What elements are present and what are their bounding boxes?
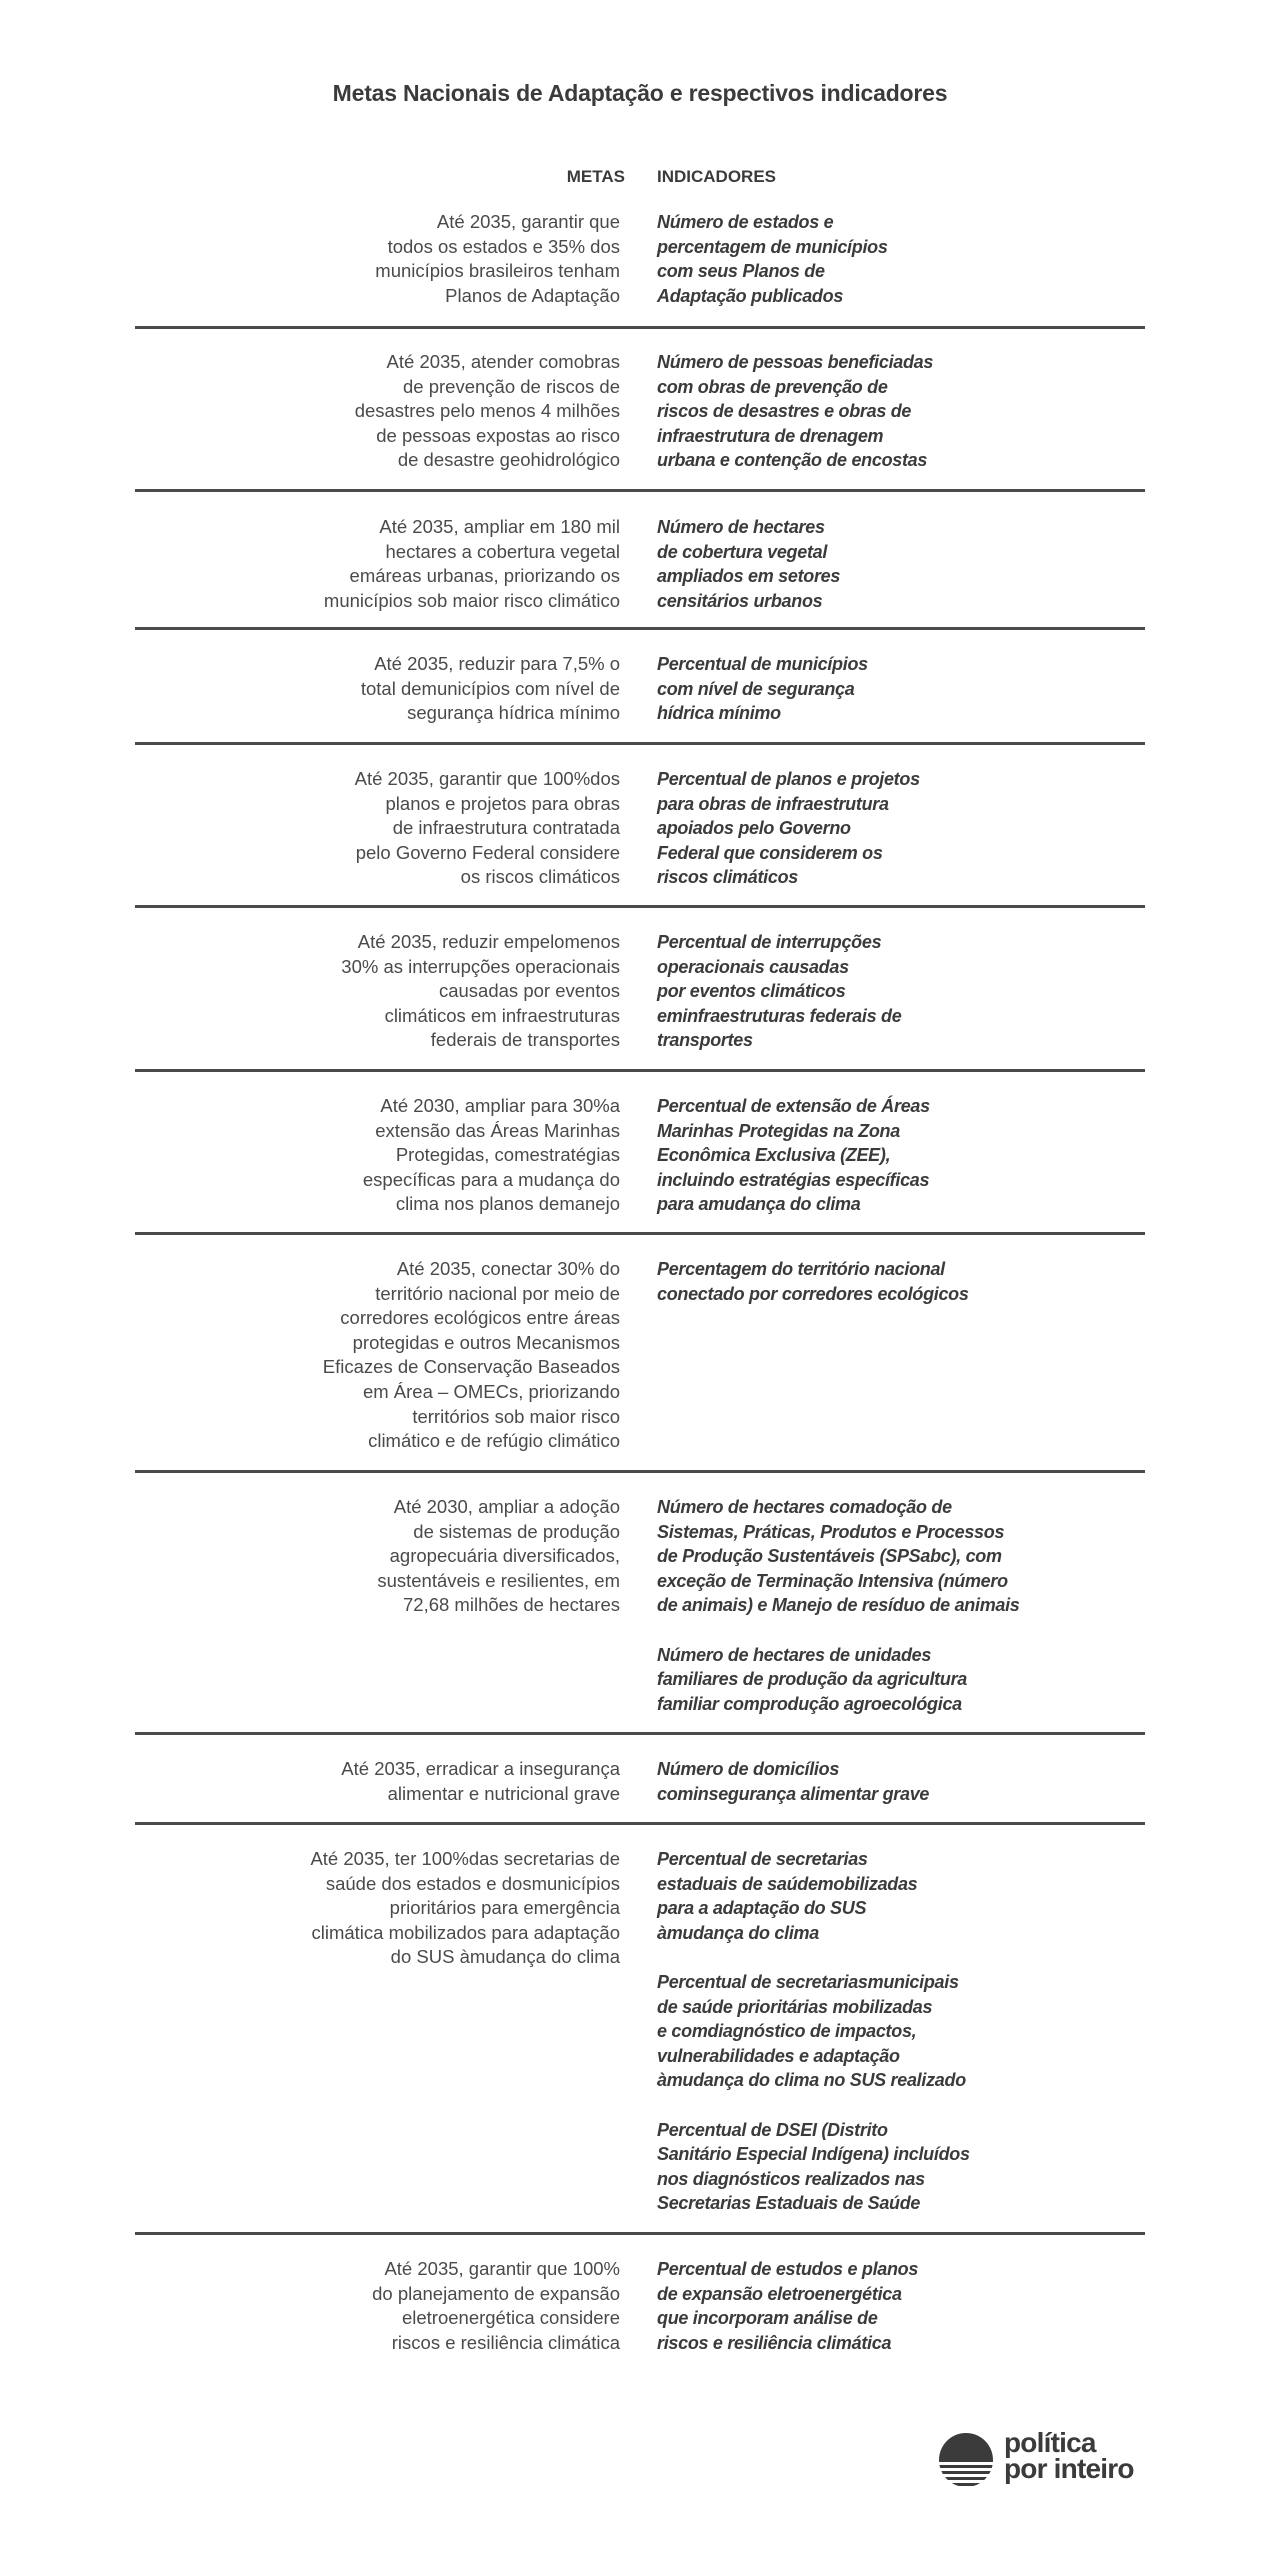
logo-text: política por inteiro [1004,2427,1134,2484]
logo [938,2427,1158,2492]
indicators-cell [657,515,1097,613]
row-divider [135,742,1145,745]
row-divider [135,326,1145,329]
indicator-text: Percentual de secretarias estaduais de saúdemobilizadas para a adaptação do SUS àmudança do clima [657,1849,918,1943]
indicators-cell [657,930,1097,1053]
indicator-text: Número de hectares comadoção de Sistemas, Práticas, Produtos e Processos de Produção Sustentáveis (SPSabc), com exceção de Terminação Intensiva (número de animais) e Manejo de resíduo de animais [657,1497,1020,1616]
indicator-text: Percentual de planos e projetos para obras de infraestrutura apoiados pelo Governo Federal que considerem os riscos climáticos [657,769,920,888]
indicator-text: Percentual de estudos e planos de expansão eletroenergética que incorporam análise de riscos e resiliência climática [657,2259,919,2353]
meta-text: Até 2035, ampliar em 180 mil hectares a cobertura vegetal emáreas urbanas, priorizando os municípios sob maior risco climático [323,516,620,611]
sunset-icon [938,2432,994,2488]
indicators-cell [657,2257,1097,2355]
row-divider [135,905,1145,908]
indicator-text: Número de estados e percentagem de municípios com seus Planos de Adaptação publicados [657,212,888,306]
row-divider [135,1232,1145,1235]
indicators-cell [657,1847,1097,2216]
indicator-text: Percentual de DSEI (Distrito Sanitário Especial Indígena) incluídos nos diagnósticos realizados nas Secretarias Estaduais de Saúde [657,2119,970,2214]
row-divider [135,627,1145,630]
row-divider [135,2232,1145,2235]
indicators-cell [657,1257,1097,1306]
indicators-cell [657,1757,1097,1806]
column-header-indicadores: INDICADORES [657,167,777,186]
meta-text: Até 2035, garantir que 100%dos planos e projetos para obras de infraestrutura contratada pelo Governo Federal considere os riscos climáticos [354,768,620,888]
indicator-text: Percentual de interrupções operacionais causadas por eventos climáticos eminfraestruturas federais de transportes [657,932,902,1051]
indicator-text: Percentual de extensão de Áreas Marinhas Protegidas na Zona Econômica Exclusiva (ZEE), incluindo estratégias específicas para amudança do clima [657,1096,930,1215]
indicator-text: Percentagem do território nacional conectado por corredores ecológicos [657,1259,969,1304]
meta-text: Até 2035, garantir que todos os estados e 35% dos municípios brasileiros tenham Planos de Adaptação [375,211,620,306]
row-divider [135,1822,1145,1825]
meta-text: Até 2035, conectar 30% do território nacional por meio de corredores ecológicos entre áreas protegidas e outros Mecanismos Eficazes de Conservação Baseados em Área – OMECs, priorizando territórios sob maior risco climático e de refúgio climático [322,1258,620,1452]
indicators-cell [657,1495,1097,1716]
page-title: Metas Nacionais de Adaptação e respectivos indicadores [332,80,948,106]
row-divider [135,1732,1145,1735]
meta-text: Até 2035, erradicar a insegurança alimentar e nutricional grave [341,1758,620,1804]
row-divider [135,1069,1145,1072]
indicators-cell [657,652,1097,726]
column-header-metas: METAS [566,167,625,186]
indicators-cell [657,350,1097,473]
meta-text: Até 2030, ampliar para 30%a extensão das Áreas Marinhas Protegidas, comestratégias específicas para a mudança do clima nos planos demanejo [362,1095,620,1215]
indicator-text: Percentual de secretariasmunicipais de saúde prioritárias mobilizadas e comdiagnóstico de impactos, vulnerabilidades e adaptação àmudança do clima no SUS realizado [657,1971,966,2091]
meta-text: Até 2030, ampliar a adoção de sistemas de produção agropecuária diversificados, sustentáveis e resilientes, em 72,68 milhões de hectares [377,1496,620,1616]
indicator-text: Número de hectares de unidades familiares de produção da agricultura familiar comprodução agroecológica [657,1644,967,1714]
indicator-text: Número de pessoas beneficiadas com obras de prevenção de riscos de desastres e obras de infraestrutura de drenagem urbana e contenção de encostas [657,352,934,471]
row-divider [135,489,1145,492]
indicators-cell [657,1094,1097,1217]
indicators-cell [657,210,1097,308]
meta-text: Até 2035, ter 100%das secretarias de saúde dos estados e dosmunicípios prioritários para emergência climática mobilizados para adaptação do SUS àmudança do clima [310,1848,620,1968]
indicator-text: Percentual de municípios com nível de segurança hídrica mínimo [657,654,868,724]
indicators-cell [657,767,1097,890]
indicator-text: Número de domicílios cominsegurança alimentar grave [657,1759,930,1804]
row-divider [135,1470,1145,1473]
indicator-text: Número de hectares de cobertura vegetal ampliados em setores censitários urbanos [657,517,841,611]
meta-text: Até 2035, reduzir empelomenos 30% as interrupções operacionais causadas por eventos climáticos em infraestruturas federais de transportes [341,931,620,1051]
meta-text: Até 2035, reduzir para 7,5% o total demunicípios com nível de segurança hídrica mínimo [360,653,620,724]
meta-text: Até 2035, garantir que 100% do planejamento de expansão eletroenergética considere riscos e resiliência climática [372,2258,620,2353]
meta-text: Até 2035, atender comobras de prevenção de riscos de desastres pelo menos 4 milhões de pessoas expostas ao risco de desastre geohidrológico [354,351,620,471]
